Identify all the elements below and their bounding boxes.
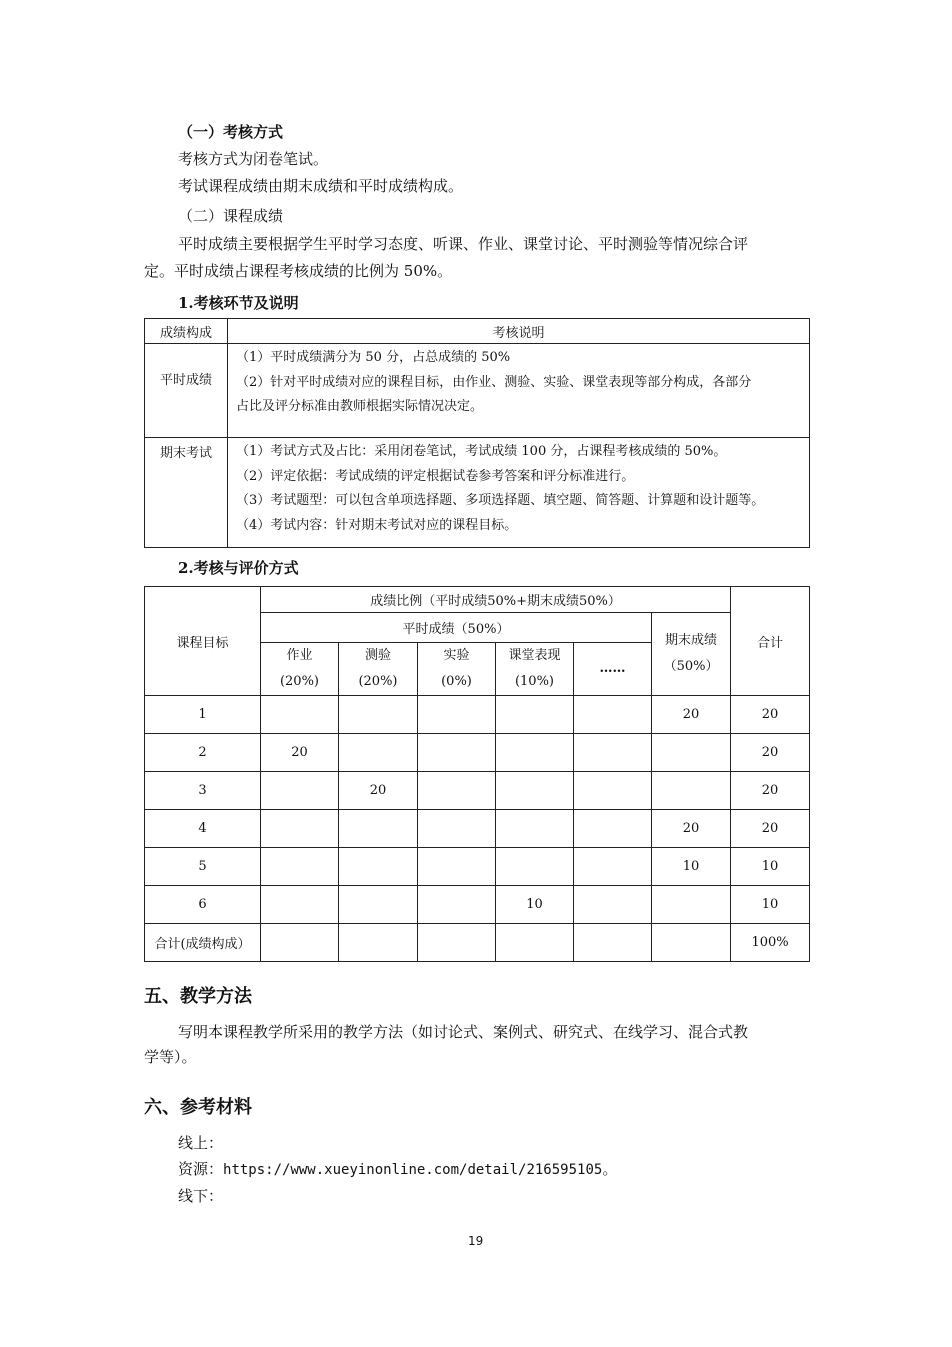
row-value-cell (339, 810, 418, 848)
row-value-cell (339, 734, 418, 772)
assessment-table (144, 318, 810, 548)
row-value-cell (574, 848, 652, 886)
grade-subheading: （二）课程成绩 (178, 207, 284, 225)
row-value-cell (339, 848, 418, 886)
table1-title: 1.考核环节及说明 (178, 294, 299, 312)
sub-name: 课堂表现 (508, 648, 561, 663)
desc-line: （2）评定依据：考试成绩的评定根据试卷参考答案和评分标准进行。 (236, 468, 635, 484)
row-value-cell (261, 772, 339, 810)
table1-row (145, 438, 810, 548)
table-row (145, 810, 810, 848)
table1-header-cell: 考核说明 (228, 319, 810, 344)
header-final-grade (652, 613, 731, 696)
sub-pct: (20%) (358, 674, 398, 689)
row-value-cell (652, 734, 731, 772)
row-value-cell (261, 924, 339, 962)
table1-row (145, 344, 810, 438)
row-value-cell (652, 772, 731, 810)
resource-line (178, 1159, 617, 1180)
sub-pct: (20%) (279, 674, 320, 689)
row-value-cell: 20 (652, 810, 731, 848)
assess-heading: （一）考核方式 (178, 123, 284, 141)
row-value-cell: 10 (652, 848, 731, 886)
table1-row-desc (228, 344, 810, 438)
table1-header-cell: 成绩构成 (145, 319, 228, 344)
row-value-cell (496, 924, 574, 962)
table-row (145, 886, 810, 924)
section6-heading: 六、参考材料 (144, 1097, 252, 1118)
desc-line: （4）考试内容：针对期末考试对应的课程目标。 (236, 517, 518, 533)
subheader-cell (496, 643, 574, 696)
row-value-cell (574, 696, 652, 734)
row-value-cell: 20 (261, 734, 339, 772)
row-value-cell (261, 886, 339, 924)
desc-line: （1）考试方式及占比：采用闭卷笔试，考试成绩 100 分，占课程考核成绩的 50%。 (236, 444, 727, 459)
table-row (145, 924, 810, 962)
table2-header-row (145, 587, 810, 613)
grade-p3-line1: 平时成绩主要根据学生平时学习态度、听课、作业、课堂讨论、平时测验等情况综合评 (178, 235, 749, 253)
row-value-cell: 10 (496, 886, 574, 924)
table-row (145, 772, 810, 810)
row-value-cell (418, 696, 496, 734)
row-value-cell (496, 734, 574, 772)
row-total-cell: 20 (731, 810, 810, 848)
row-value-cell: 20 (339, 772, 418, 810)
row-value-cell (574, 924, 652, 962)
row-value-cell (261, 848, 339, 886)
desc-line: （1）平时成绩满分为 50 分，占总成绩的 50% (236, 350, 511, 365)
subheader-cell (574, 643, 652, 696)
row-goal-cell: 合计(成绩构成） (145, 924, 261, 962)
page-number: 19 (468, 1234, 484, 1248)
row-goal-cell: 2 (145, 734, 261, 772)
row-goal-cell: 4 (145, 810, 261, 848)
row-goal-cell: 5 (145, 848, 261, 886)
row-value-cell (574, 734, 652, 772)
table2-body (145, 696, 810, 962)
row-value-cell (261, 810, 339, 848)
row-goal-cell: 1 (145, 696, 261, 734)
row-value-cell (339, 924, 418, 962)
table-row (145, 734, 810, 772)
row-value-cell (261, 696, 339, 734)
row-total-cell: 10 (731, 848, 810, 886)
row-goal-cell: 3 (145, 772, 261, 810)
online-label: 线上： (178, 1134, 224, 1152)
table1-header-row (145, 319, 810, 344)
row-value-cell (574, 886, 652, 924)
row-value-cell (496, 810, 574, 848)
row-value-cell (574, 772, 652, 810)
header-total: 合计 (731, 587, 810, 696)
row-value-cell (418, 848, 496, 886)
desc-line: （2）针对平时成绩对应的课程目标，由作业、测验、实验、课堂表现等部分构成，各部分 (236, 374, 752, 390)
row-value-cell (652, 886, 731, 924)
offline-label: 线下： (178, 1187, 224, 1205)
table1-row-label: 期末考试 (145, 438, 228, 548)
row-value-cell (339, 696, 418, 734)
row-total-cell: 20 (731, 696, 810, 734)
row-total-cell: 10 (731, 886, 810, 924)
row-value-cell (496, 696, 574, 734)
section5-line1: 写明本课程教学所采用的教学方法（如讨论式、案例式、研究式、在线学习、混合式教 (178, 1023, 749, 1041)
row-value-cell (652, 924, 731, 962)
row-goal-cell: 6 (145, 886, 261, 924)
desc-line: （3）考试题型：可以包含单项选择题、多项选择题、填空题、简答题、计算题和设计题等。 (236, 493, 765, 508)
subheader-cell (418, 643, 496, 696)
row-value-cell (418, 924, 496, 962)
sub-pct: (0%) (441, 674, 472, 689)
grade-p3-line2: 定。平时成绩占课程考核成绩的比例为 50%。 (144, 262, 453, 280)
row-value-cell (418, 772, 496, 810)
row-value-cell (418, 810, 496, 848)
assess-p2: 考试课程成绩由期末成绩和平时成绩构成。 (178, 177, 464, 195)
resource-link[interactable]: https://www.xueyinonline.com/detail/216595105 (223, 1162, 603, 1178)
sub-name: 测验 (364, 648, 391, 663)
subheader-cell (261, 643, 339, 696)
header-course-goal: 课程目标 (145, 587, 261, 696)
row-value-cell (418, 886, 496, 924)
table-row (145, 848, 810, 886)
table2-title: 2.考核与评价方式 (178, 559, 299, 577)
sub-pct: (10%) (514, 674, 555, 689)
header-grade-ratio: 成绩比例（平时成绩50%+期末成绩50%） (261, 587, 731, 613)
header-final-pct: （50%） (663, 659, 719, 674)
row-total-cell: 20 (731, 772, 810, 810)
resource-end: 。 (602, 1160, 618, 1178)
evaluation-table (144, 586, 810, 962)
sub-name: …… (599, 661, 626, 676)
subheader-cell (339, 643, 418, 696)
row-value-cell (574, 810, 652, 848)
resource-label: 资源： (178, 1160, 224, 1178)
row-value-cell (496, 772, 574, 810)
header-final-label: 期末成绩 (665, 633, 718, 648)
desc-line: 占比及评分标准由教师根据实际情况决定。 (236, 399, 484, 414)
sub-name: 实验 (443, 648, 470, 663)
table1-row-desc (228, 438, 810, 548)
row-total-cell: 100% (731, 924, 810, 962)
row-value-cell (496, 848, 574, 886)
row-value-cell (418, 734, 496, 772)
section5-heading: 五、教学方法 (144, 986, 252, 1007)
table1-row-label: 平时成绩 (145, 344, 228, 438)
header-usual-grade: 平时成绩（50%） (261, 613, 652, 643)
sub-name: 作业 (286, 648, 313, 663)
row-value-cell: 20 (652, 696, 731, 734)
row-total-cell: 20 (731, 734, 810, 772)
row-value-cell (339, 886, 418, 924)
table-row (145, 696, 810, 734)
assess-p1: 考核方式为闭卷笔试。 (178, 150, 329, 168)
section5-line2: 学等）。 (144, 1048, 197, 1066)
